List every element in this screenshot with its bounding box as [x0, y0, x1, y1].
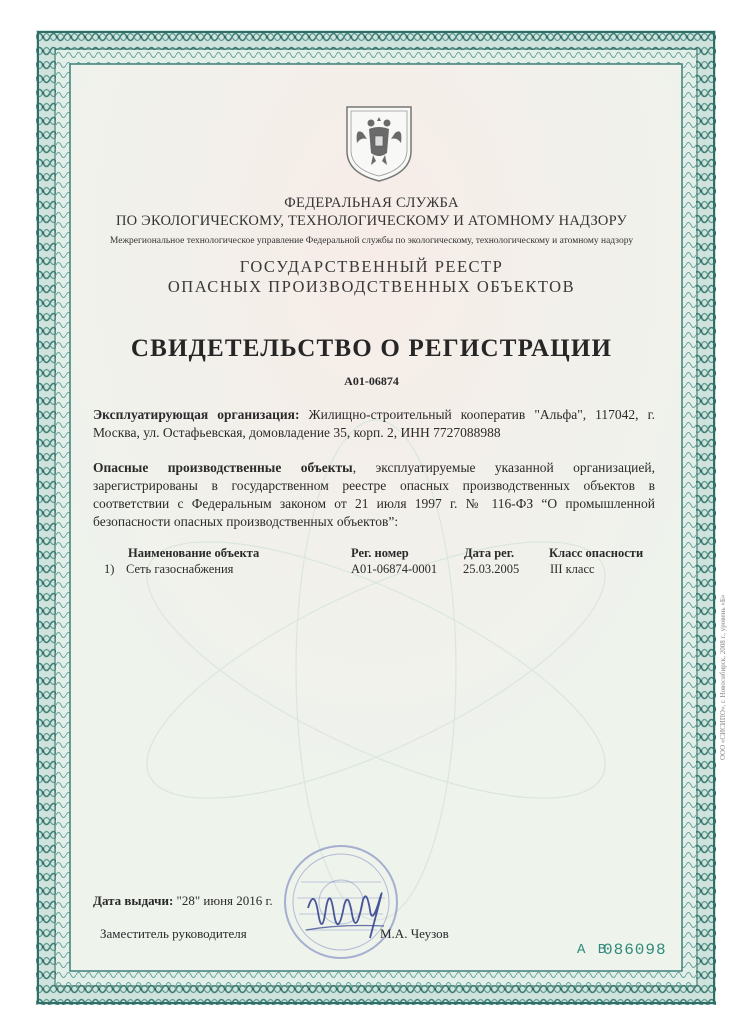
issue-date-value: "28" июня 2016 г. — [176, 893, 273, 908]
signatory-position: Заместитель руководителя — [100, 926, 247, 941]
row-index: 1) — [104, 562, 115, 576]
row-reg-number: А01-06874-0001 — [351, 562, 438, 576]
issue-date-label: Дата выдачи: — [93, 893, 174, 908]
certificate-number: А01-06874 — [344, 374, 399, 388]
registry-title-line1: ГОСУДАРСТВЕННЫЙ РЕЕСТР — [239, 257, 504, 276]
table-header-hazard-class: Класс опасности — [549, 546, 644, 560]
table-header-name: Наименование объекта — [128, 546, 260, 560]
printer-imprint: ООО «СИСИПО», г. Новосибирск, 2008 г., уровень «Б» — [719, 594, 727, 760]
table-header-reg-date: Дата рег. — [464, 546, 515, 560]
row-object-name: Сеть газоснабжения — [126, 562, 234, 576]
operator-details: Жилищно-строительный кооператив "Альфа", 117042, г. Москва, ул. Остафьевская, домовладение 35, корп. 2, ИНН 7727088988 — [93, 407, 655, 440]
agency-name-line2: ПО ЭКОЛОГИЧЕСКОМУ, ТЕХНОЛОГИЧЕСКОМУ И АТОМНОМУ НАДЗОРУ — [116, 213, 627, 229]
issue-date — [93, 893, 273, 909]
agency-subdivision: Межрегиональное технологическое управление Федеральной службы по экологическому, технологическому и атомному надзору — [109, 236, 634, 246]
registry-title-line2: ОПАСНЫХ ПРОИЗВОДСТВЕННЫХ ОБЪЕКТОВ — [167, 277, 576, 296]
serial-number: 086098 — [603, 941, 667, 959]
row-reg-date: 25.03.2005 — [463, 562, 520, 576]
objects-text: , эксплуатируемые указанной организацией, зарегистрированы в государственном реестре опасных производственных объектов в соответствии с Федеральным законом от 21 июля 1997 г. № 116-ФЗ “О промышленной безопасности опасных производственных объектов”: — [93, 460, 655, 529]
serial-letters: А В — [577, 942, 609, 958]
objects-paragraph — [93, 459, 655, 531]
handwritten-signature — [300, 868, 390, 948]
row-hazard-class: III класс — [550, 562, 595, 576]
coat-of-arms-emblem — [343, 103, 415, 183]
table-header-reg-number: Рег. номер — [351, 546, 409, 560]
certificate-title: СВИДЕТЕЛЬСТВО О РЕГИСТРАЦИИ — [130, 335, 613, 362]
operator-label: Эксплуатирующая организация: — [93, 407, 300, 422]
signatory-name: М.А. Чеузов — [380, 926, 449, 941]
operator-paragraph — [93, 406, 655, 442]
agency-name-line1: ФЕДЕРАЛЬНАЯ СЛУЖБА — [284, 195, 459, 211]
objects-label: Опасные производственные объекты — [93, 460, 353, 475]
